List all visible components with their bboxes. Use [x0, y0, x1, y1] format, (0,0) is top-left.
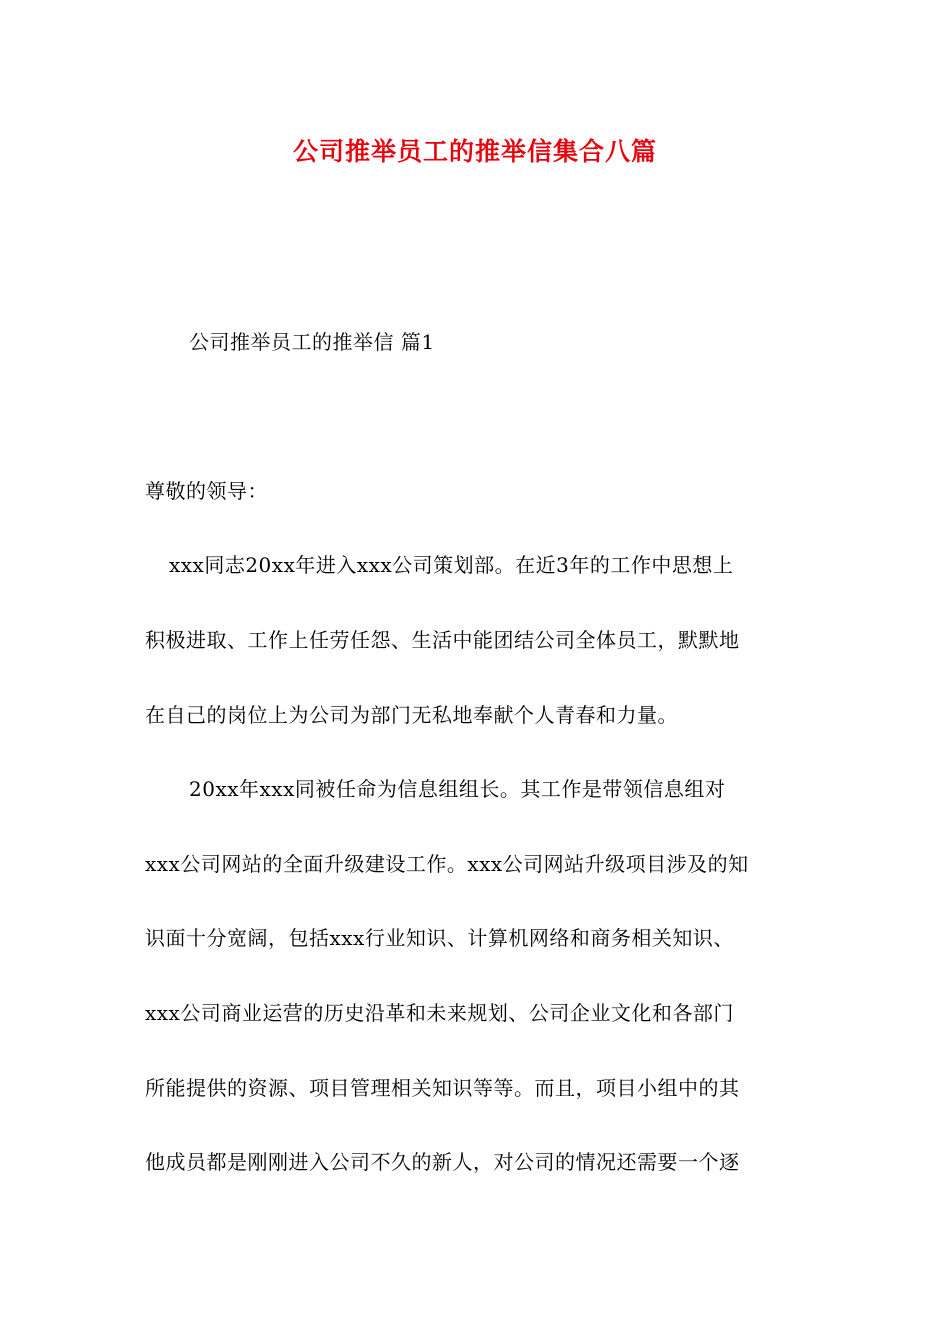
paragraph-line: 所能提供的资源、项目管理相关知识等等。而且，项目小组中的其 — [145, 1076, 740, 1100]
paragraph-line: 他成员都是刚刚进入公司不久的新人，对公司的情况还需要一个逐 — [145, 1150, 740, 1174]
paragraph-line: xxx公司网站的全面升级建设工作。xxx公司网站升级项目涉及的知 — [145, 852, 749, 876]
paragraph-line: 识面十分宽阔，包括xxx行业知识、计算机网络和商务相关知识、 — [145, 926, 734, 950]
paragraph-line: 积极进取、工作上任劳任怨、生活中能团结公司全体员工，默默地 — [145, 628, 740, 652]
section-heading: 公司推举员工的推举信 篇1 — [189, 330, 435, 354]
document-title: 公司推举员工的推举信集合八篇 — [292, 137, 657, 166]
paragraph-line: xxx公司商业运营的历史沿革和未来规划、公司企业文化和各部门 — [145, 1001, 734, 1025]
paragraph-line: 20xx年xxx同被任命为信息组组长。其工作是带领信息组对 — [189, 777, 726, 801]
paragraph-line: 在自己的岗位上为公司为部门无私地奉献个人青春和力量。 — [145, 703, 678, 727]
salutation: 尊敬的领导： — [145, 479, 268, 503]
paragraph-line: xxx同志20xx年进入xxx公司策划部。在近3年的工作中思想上 — [169, 553, 734, 577]
